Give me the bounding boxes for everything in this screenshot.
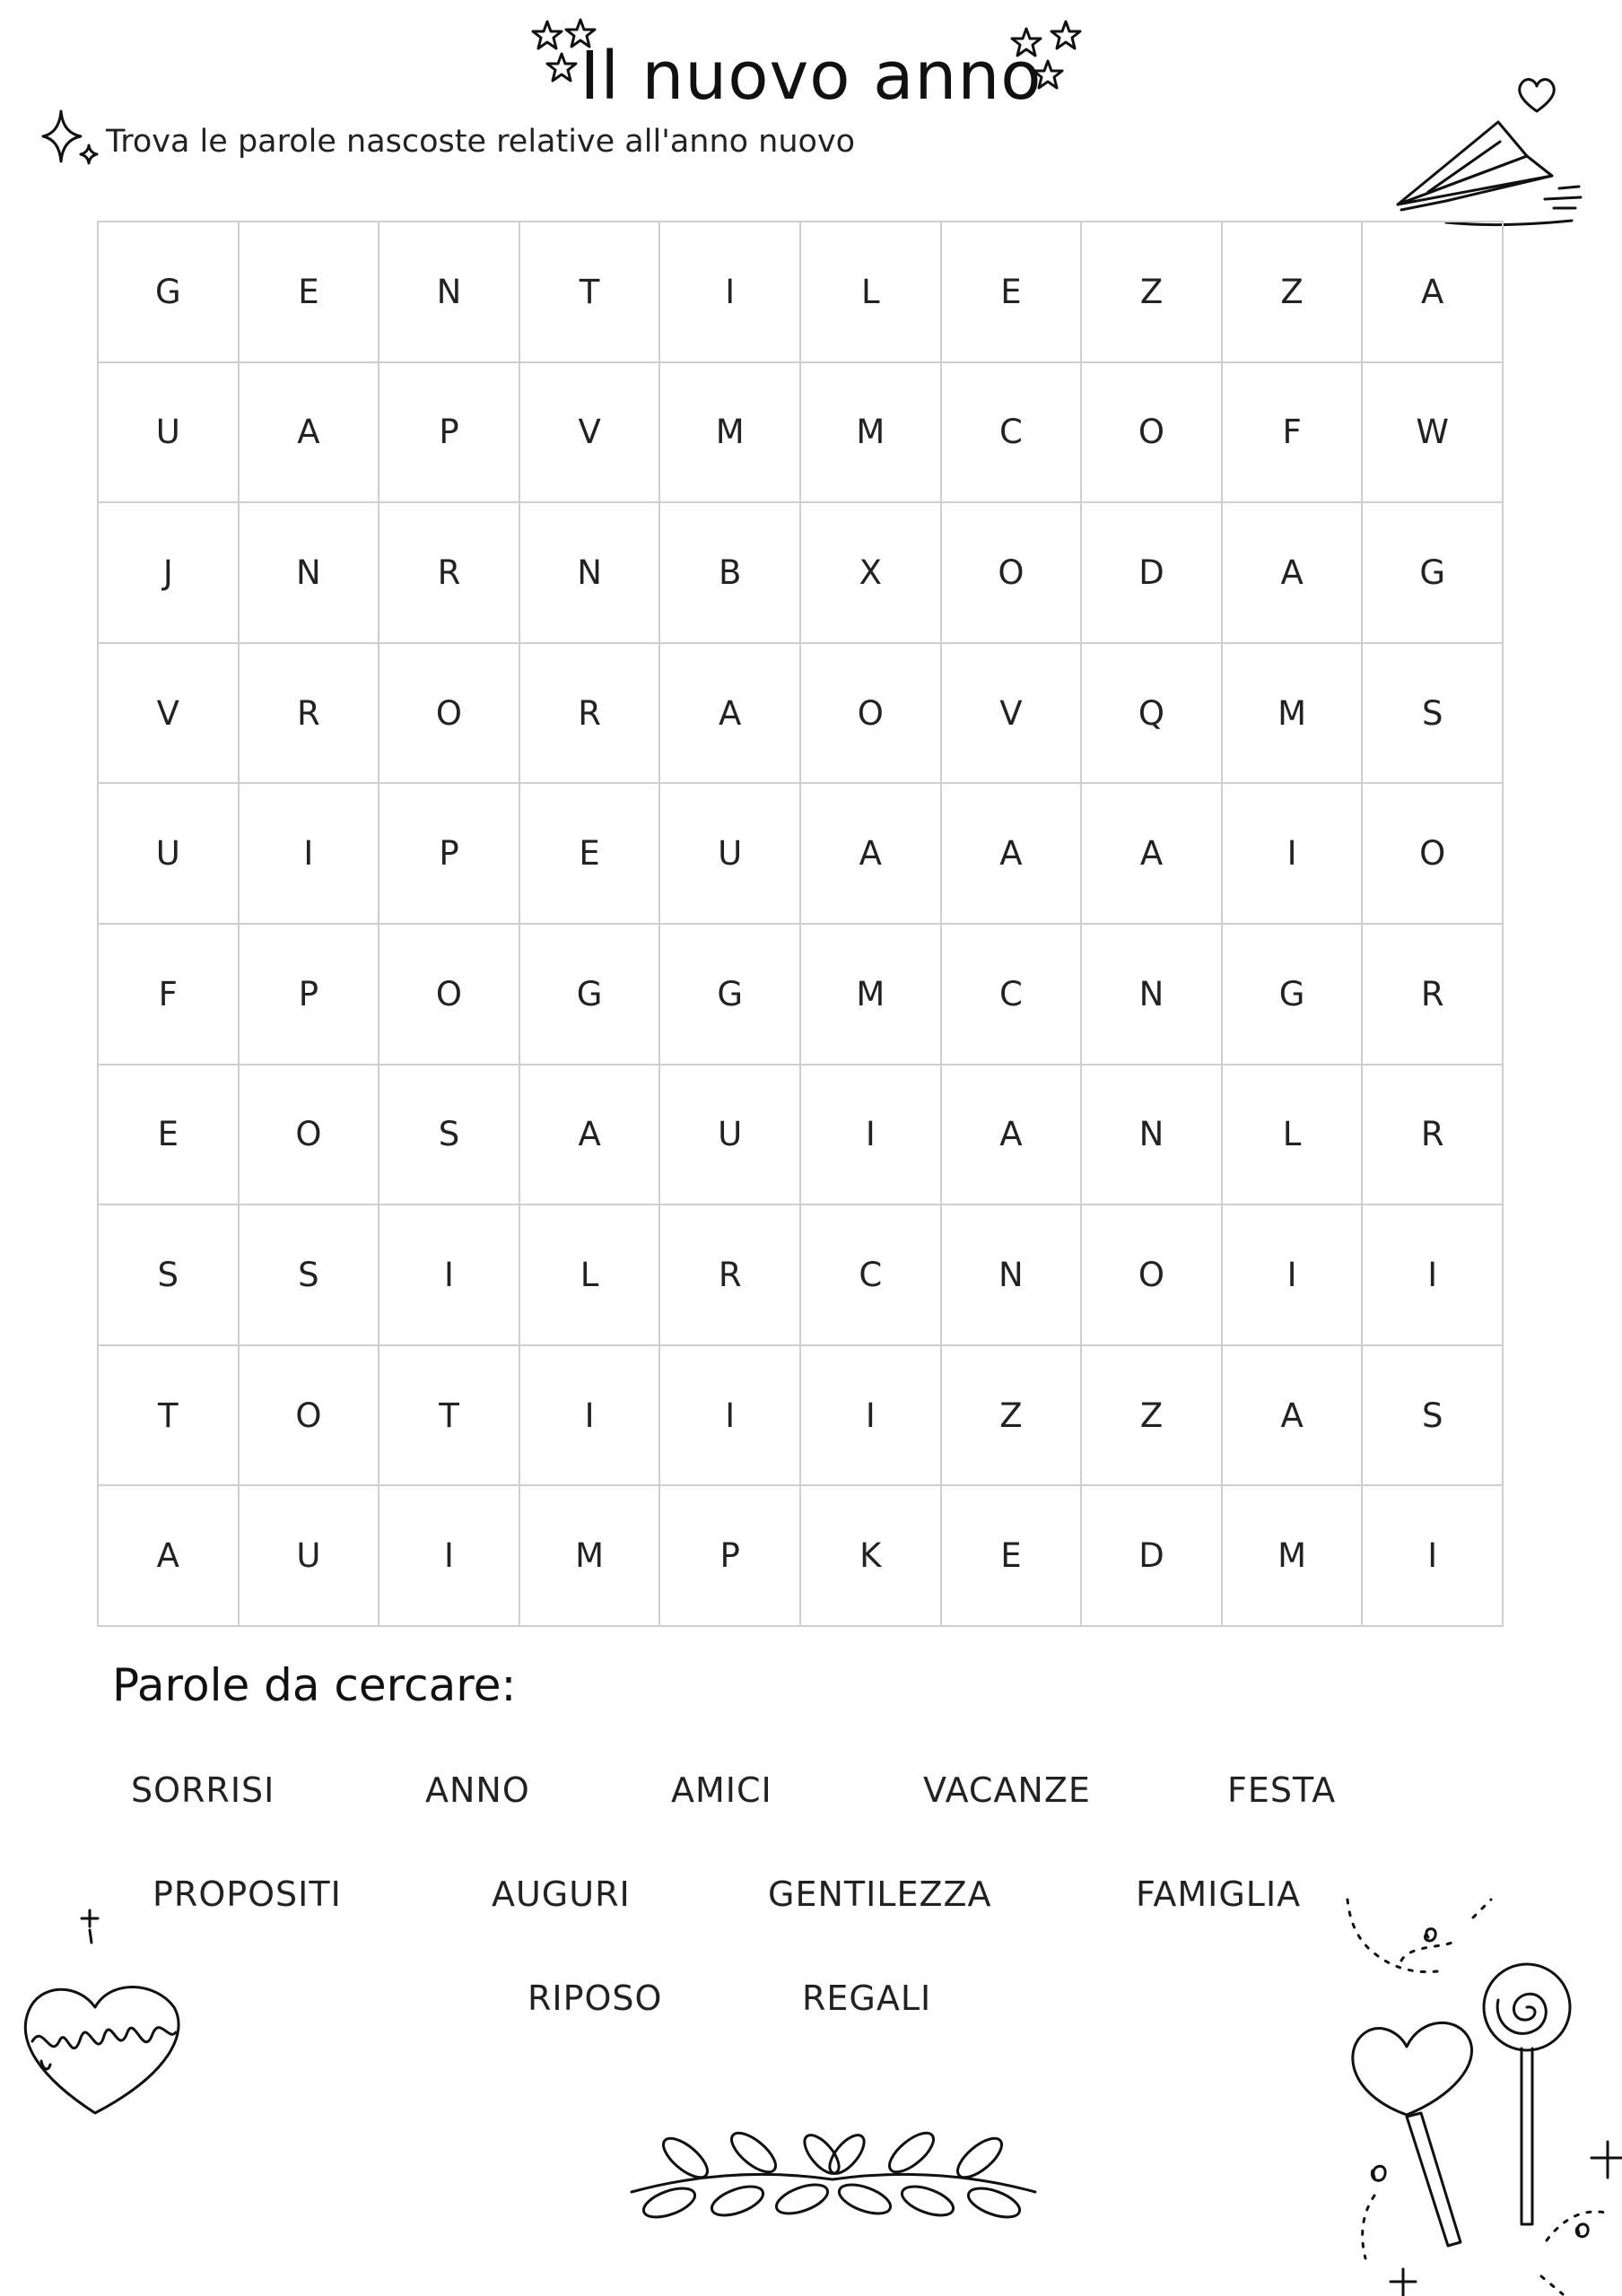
grid-cell: E [99, 1065, 240, 1206]
grid-cell: U [99, 784, 240, 925]
words-heading: Parole da cercare: [112, 1659, 517, 1711]
word-item: AMICI [671, 1770, 772, 1810]
grid-cell: G [1363, 503, 1504, 644]
grid-cell: A [520, 1065, 661, 1206]
grid-cell: O [1363, 784, 1504, 925]
grid-cell: R [379, 503, 520, 644]
grid-cell: Z [1082, 222, 1223, 363]
grid-cell: C [801, 1205, 942, 1346]
grid-cell: L [1223, 1065, 1364, 1206]
grid-cell: R [1363, 1065, 1504, 1206]
grid-cell: W [1363, 363, 1504, 504]
grid-cell: O [942, 503, 1083, 644]
grid-cell: I [1363, 1205, 1504, 1346]
word-item: GENTILEZZA [768, 1874, 992, 1914]
grid-cell: O [240, 1065, 380, 1206]
grid-cell: O [801, 644, 942, 785]
grid-cell: U [99, 363, 240, 504]
grid-cell: G [520, 925, 661, 1065]
word-search-grid [97, 221, 1504, 1627]
grid-cell: A [240, 363, 380, 504]
grid-cell: O [379, 644, 520, 785]
grid-cell: V [99, 644, 240, 785]
grid-cell: X [801, 503, 942, 644]
grid-cell: R [1363, 925, 1504, 1065]
grid-cell: Q [1082, 644, 1223, 785]
grid-cell: F [99, 925, 240, 1065]
word-item: FAMIGLIA [1136, 1874, 1302, 1914]
leaf-branch-icon [623, 2126, 1044, 2224]
grid-cell: N [520, 503, 661, 644]
grid-cell: S [240, 1205, 380, 1346]
sparkle-icon [41, 109, 104, 172]
grid-cell: I [660, 222, 801, 363]
grid-cell: N [1082, 925, 1223, 1065]
grid-cell: D [1082, 1486, 1223, 1627]
grid-cell: G [99, 222, 240, 363]
grid-cell: U [660, 784, 801, 925]
grid-cell: S [99, 1205, 240, 1346]
grid-cell: G [660, 925, 801, 1065]
grid-cell: T [99, 1346, 240, 1487]
grid-cell: E [942, 1486, 1083, 1627]
grid-cell: O [379, 925, 520, 1065]
grid-cell: U [660, 1065, 801, 1206]
grid-cell: I [1223, 1205, 1364, 1346]
word-item: AUGURI [492, 1874, 631, 1914]
grid-cell: U [240, 1486, 380, 1627]
grid-cell: A [942, 1065, 1083, 1206]
grid-cell: E [240, 222, 380, 363]
grid-cell: O [1082, 363, 1223, 504]
grid-cell: I [1363, 1486, 1504, 1627]
grid-cell: R [240, 644, 380, 785]
word-item: REGALI [802, 1979, 932, 2018]
grid-cell: M [1223, 644, 1364, 785]
grid-cell: N [942, 1205, 1083, 1346]
grid-cell: A [942, 784, 1083, 925]
grid-cell: P [660, 1486, 801, 1627]
grid-cell: P [379, 784, 520, 925]
grid-cell: A [660, 644, 801, 785]
stars-icon [531, 16, 612, 88]
grid-cell: B [660, 503, 801, 644]
word-item: PROPOSITI [153, 1874, 342, 1914]
grid-cell: I [660, 1346, 801, 1487]
stars-icon [1010, 18, 1095, 99]
word-item: ANNO [425, 1770, 530, 1810]
grid-cell: D [1082, 503, 1223, 644]
grid-cell: M [660, 363, 801, 504]
grid-cell: E [520, 784, 661, 925]
grid-cell: V [942, 644, 1083, 785]
grid-cell: V [520, 363, 661, 504]
grid-cell: O [1082, 1205, 1223, 1346]
dripping-heart-icon [22, 1907, 192, 2122]
heart-outline-icon [1514, 74, 1559, 117]
grid-cell: C [942, 925, 1083, 1065]
grid-cell: K [801, 1486, 942, 1627]
word-item: RIPOSO [528, 1979, 663, 2018]
grid-cell: I [520, 1346, 661, 1487]
grid-cell: T [379, 1346, 520, 1487]
word-item: SORRISI [131, 1770, 275, 1810]
grid-cell: A [1223, 1346, 1364, 1487]
grid-cell: M [801, 363, 942, 504]
grid-cell: L [520, 1205, 661, 1346]
grid-cell: A [1363, 222, 1504, 363]
grid-cell: L [801, 222, 942, 363]
grid-cell: I [379, 1205, 520, 1346]
grid-cell: N [240, 503, 380, 644]
grid-cell: M [520, 1486, 661, 1627]
page-title: Il nuovo anno [580, 38, 1042, 115]
grid-cell: I [240, 784, 380, 925]
grid-cell: T [520, 222, 661, 363]
grid-cell: S [1363, 644, 1504, 785]
grid-cell: E [942, 222, 1083, 363]
grid-cell: A [1082, 784, 1223, 925]
grid-cell: P [379, 363, 520, 504]
grid-cell: I [801, 1065, 942, 1206]
grid-cell: I [1223, 784, 1364, 925]
grid-cell: O [240, 1346, 380, 1487]
grid-cell: R [660, 1205, 801, 1346]
grid-cell: A [801, 784, 942, 925]
grid-cell: Z [942, 1346, 1083, 1487]
word-item: VACANZE [923, 1770, 1091, 1810]
grid-cell: N [1082, 1065, 1223, 1206]
grid-cell: Z [1082, 1346, 1223, 1487]
grid-cell: F [1223, 363, 1364, 504]
paper-plane-icon [1392, 115, 1599, 231]
grid-cell: N [379, 222, 520, 363]
grid-cell: M [1223, 1486, 1364, 1627]
grid-cell: S [379, 1065, 520, 1206]
grid-cell: S [1363, 1346, 1504, 1487]
grid-cell: G [1223, 925, 1364, 1065]
grid-cell: A [1223, 503, 1364, 644]
grid-cell: I [379, 1486, 520, 1627]
instructions: Trova le parole nascoste relative all'anno nuovo [106, 124, 856, 160]
grid-cell: R [520, 644, 661, 785]
word-item: FESTA [1227, 1770, 1337, 1810]
grid-cell: I [801, 1346, 942, 1487]
grid-cell: J [99, 503, 240, 644]
grid-cell: C [942, 363, 1083, 504]
grid-cell: M [801, 925, 942, 1065]
lollipops-icon [1339, 1882, 1622, 2296]
grid-cell: Z [1223, 222, 1364, 363]
grid-cell: P [240, 925, 380, 1065]
grid-cell: A [99, 1486, 240, 1627]
